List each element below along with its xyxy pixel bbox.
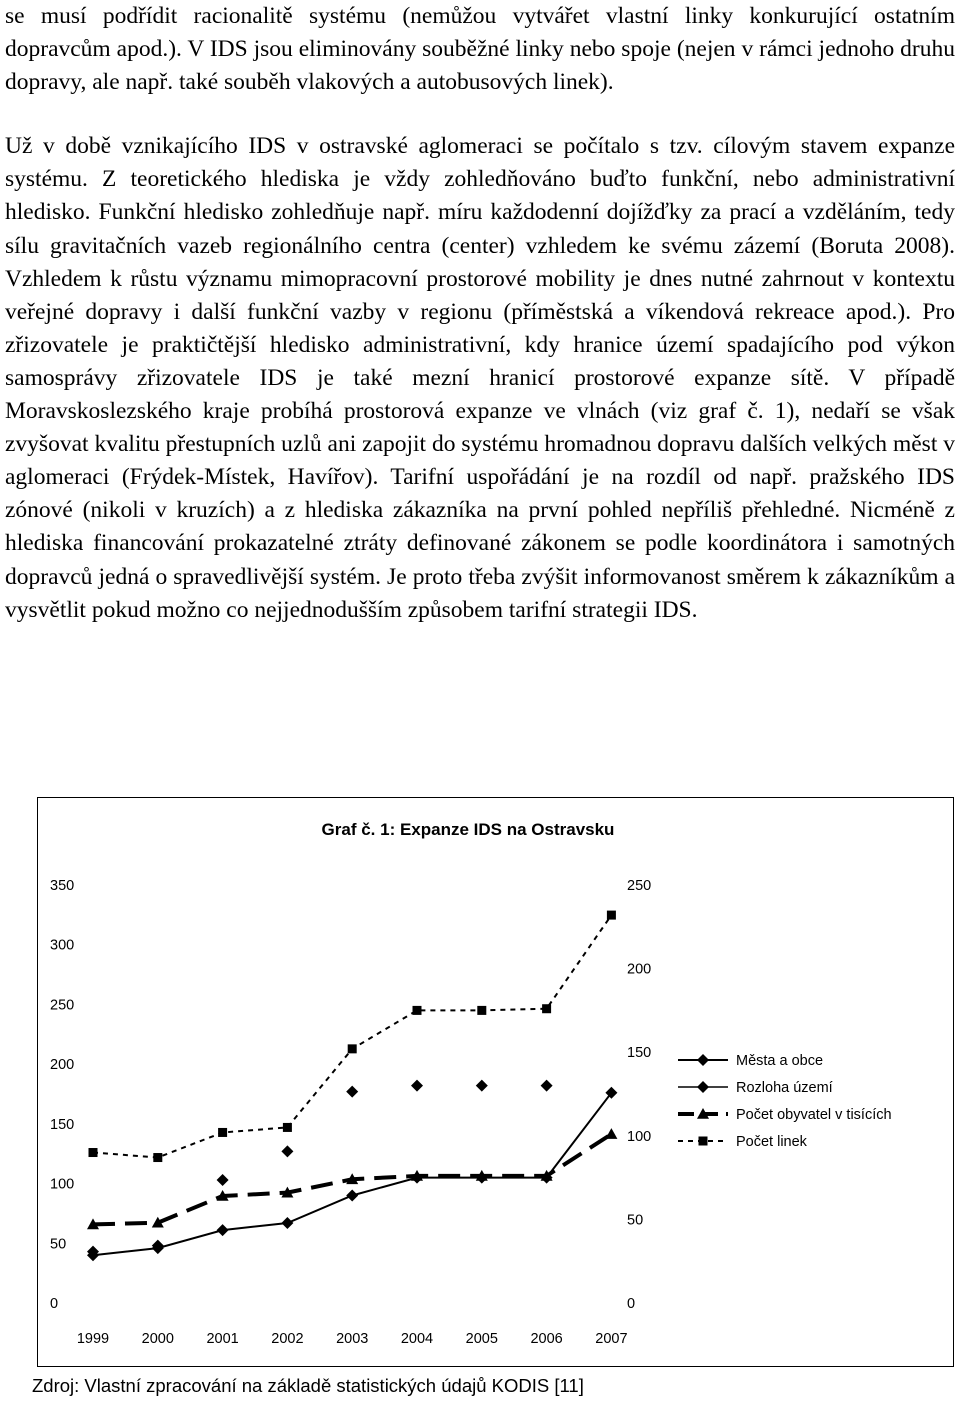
series-4-point	[153, 1153, 162, 1162]
x-tick-label: 2005	[465, 1331, 498, 1347]
series-4-point	[218, 1128, 227, 1137]
x-tick-label: 2004	[400, 1331, 434, 1347]
paragraph-2: Už v době vznikajícího IDS v ostravské aglomeraci se počítalo s tzv. cílovým stavem expanze systému. Z teoretického hlediska je vždy zohledňováno buďto funkční, nebo administrativní hledisko. Funkční hledisko zohledňuje např. míru každodenní dojížďky za prací a vzděláním, tedy sílu gravitačních vazeb regionálního centra (center) vzhledem ke svému zázemí (Boruta 2008). Vzhledem k růstu významu mimopracovní prostorové mobility je dnes nutné zahrnout v kontextu veřejné dopravy i další funkční vazby v regionu (příměstská a víkendová rekreace apod.). Pro zřizovatele je praktičtější hledisko administrativní, kdy hranice území spadajícího pod výkon samosprávy zřizovatele IDS je také mezní hranicí prostorové expanze sítě. V případě Moravskoslezského kraje probíhá prostorová expanze ve vlnách (viz graf č. 1), nedaří se však zvyšovat kvalitu přestupních uzlů ani zapojit do systému hromadnou dopravu dalších velkých měst v aglomeraci (Frýdek-Místek, Havířov). Tarifní uspořádání je na rozdíl od např. pražského IDS zónové (nikoli v kruzích) a z hlediska zákazníka na první pohled nepříliš přehledné. Nicméně z hlediska financování prokazatelné ztráty definované zákonem se podle koordinátora i samotných dopravců jedná o spravedlivější systém. Je proto třeba zvýšit informovanost směrem k zákazníkům a vysvětlit pokud možno co nejjednodušším způsobem tarifní strategii IDS.	[5, 133, 955, 623]
y-right-tick-label: 250	[627, 878, 652, 894]
y-left-tick-label: 250	[50, 997, 75, 1014]
series-4-point	[348, 1044, 357, 1053]
paragraph-1: se musí podřídit racionalitě systému (nemůžou vytvářet vlastní linky konkurující ostatním dopravcům apod.). V IDS jsou eliminovány souběžné linky nebo spoje (nejen v rámci jednoho druhu dopravy, ale např. také souběh vlakových a autobusových linek).	[5, 3, 955, 96]
figure-caption: Zdroj: Vlastní zpracování na základě statistických údajů KODIS [11]	[32, 1375, 584, 1396]
series-1-point	[217, 1224, 229, 1236]
series-4-point	[477, 1006, 486, 1015]
legend-label: Počet linek	[736, 1134, 807, 1150]
series-2-point	[541, 1080, 553, 1092]
legend-marker-1	[697, 1054, 709, 1066]
y-right-tick-label: 200	[627, 961, 652, 978]
y-right-tick-label: 0	[627, 1296, 636, 1312]
y-left-tick-label: 150	[50, 1116, 75, 1133]
series-2-point	[152, 1240, 164, 1252]
legend-label: Rozloha území	[736, 1080, 833, 1096]
series-2-point	[281, 1145, 293, 1157]
y-right-tick-label: 150	[627, 1045, 652, 1062]
x-tick-label: 1999	[76, 1331, 110, 1347]
series-3-point	[605, 1128, 617, 1139]
series-4-point	[607, 911, 616, 920]
y-left-tick-label: 0	[50, 1296, 59, 1312]
y-left-tick-label: 200	[50, 1057, 75, 1074]
y-left-tick-label: 100	[50, 1176, 75, 1193]
x-tick-label: 2000	[141, 1331, 174, 1347]
chart-title: Graf č. 1: Expanze IDS na Ostravsku	[321, 820, 615, 839]
x-tick-label: 2007	[595, 1331, 628, 1347]
series-2-point	[346, 1086, 358, 1098]
series-4-point	[283, 1123, 292, 1132]
series-1-point	[281, 1217, 293, 1229]
y-right-tick-label: 100	[627, 1128, 652, 1145]
series-2-point	[411, 1080, 423, 1092]
series-2-point	[217, 1174, 229, 1186]
y-left-tick-label: 300	[50, 937, 75, 954]
x-tick-label: 2001	[206, 1331, 239, 1347]
legend-label: Města a obce	[736, 1053, 824, 1069]
series-4-point	[89, 1148, 98, 1157]
chart-svg	[38, 798, 952, 1365]
legend-marker-4	[699, 1137, 708, 1146]
body-text	[5, 0, 955, 627]
series-1-point	[346, 1190, 358, 1202]
x-tick-label: 2006	[530, 1331, 563, 1347]
series-line-4	[93, 915, 611, 1157]
series-2-point	[476, 1080, 488, 1092]
legend-label: Počet obyvatel v tisících	[736, 1107, 892, 1123]
y-left-tick-label: 350	[50, 878, 75, 894]
y-right-tick-label: 50	[627, 1212, 644, 1229]
x-tick-label: 2002	[271, 1331, 304, 1347]
legend-marker-2	[697, 1081, 709, 1093]
series-4-point	[542, 1004, 551, 1013]
series-4-point	[413, 1006, 422, 1015]
y-left-tick-label: 50	[50, 1236, 67, 1253]
chart-frame	[37, 797, 954, 1367]
x-tick-label: 2003	[336, 1331, 369, 1347]
